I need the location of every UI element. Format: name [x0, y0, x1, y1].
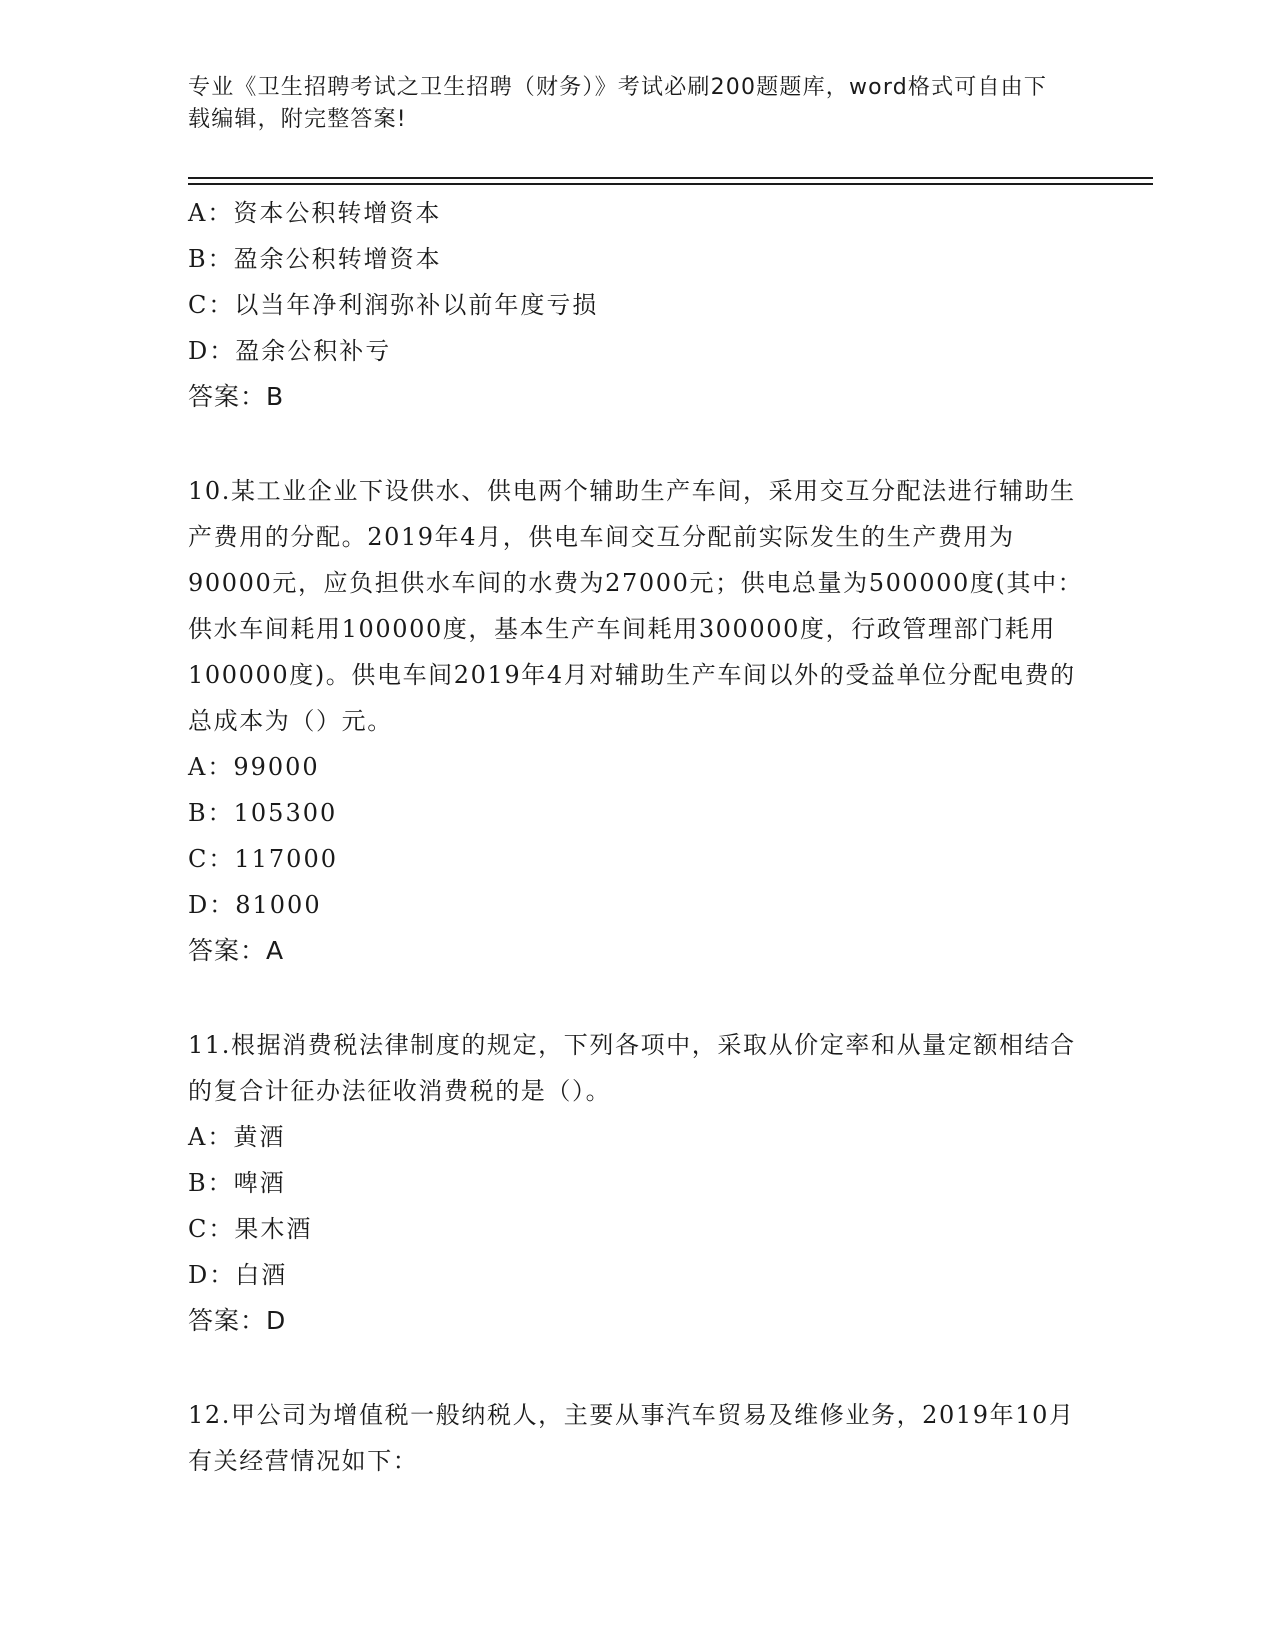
- header-divider-bottom: [188, 183, 1153, 185]
- option-d: D：81000: [188, 891, 322, 919]
- option-c: C：以当年净利润弥补以前年度亏损: [188, 291, 599, 319]
- header-divider-top: [188, 177, 1153, 179]
- option-c: C：果木酒: [188, 1215, 313, 1243]
- question-12-block: [188, 1392, 1088, 1484]
- option-c: C：117000: [188, 845, 338, 873]
- question-11-block: [188, 1022, 1088, 1344]
- document-header: 专业《卫生招聘考试之卫生招聘（财务）》考试必刷200题题库，word格式可自由下载编辑，附完整答案!: [188, 75, 1048, 132]
- answer: 答案：B: [188, 382, 285, 411]
- option-d: D：盈余公积补亏: [188, 337, 392, 365]
- option-a: A：资本公积转增资本: [188, 199, 442, 227]
- answer: 答案：A: [188, 936, 285, 965]
- option-d: D：白酒: [188, 1261, 288, 1289]
- option-a: A：黄酒: [188, 1123, 286, 1151]
- question-text: 10.某工业企业下设供水、供电两个辅助生产车间，采用交互分配法进行辅助生产费用的分配。2019年4月，供电车间交互分配前实际发生的生产费用为90000元，应负担供水车间的水费为27000元；供电总量为500000度(其中：供水车间耗用100000度，基本生产车间耗用300000度，行政管理部门耗用100000度)。供电车间2019年4月对辅助生产车间以外的受益单位分配电费的总成本为（）元。: [188, 477, 1084, 735]
- option-b: B：105300: [188, 799, 338, 827]
- question-10-block: [188, 468, 1088, 974]
- option-b: B：盈余公积转增资本: [188, 245, 442, 273]
- question-text: 11.根据消费税法律制度的规定，下列各项中，采取从价定率和从量定额相结合的复合计征办法征收消费税的是（）。: [188, 1031, 1076, 1105]
- question-list: [188, 190, 1088, 1484]
- question-9-block: [188, 190, 1088, 420]
- question-text: 12.甲公司为增值税一般纳税人，主要从事汽车贸易及维修业务，2019年10月有关经营情况如下：: [188, 1401, 1075, 1475]
- option-a: A：99000: [188, 753, 320, 781]
- option-b: B：啤酒: [188, 1169, 286, 1197]
- answer: 答案：D: [188, 1306, 287, 1335]
